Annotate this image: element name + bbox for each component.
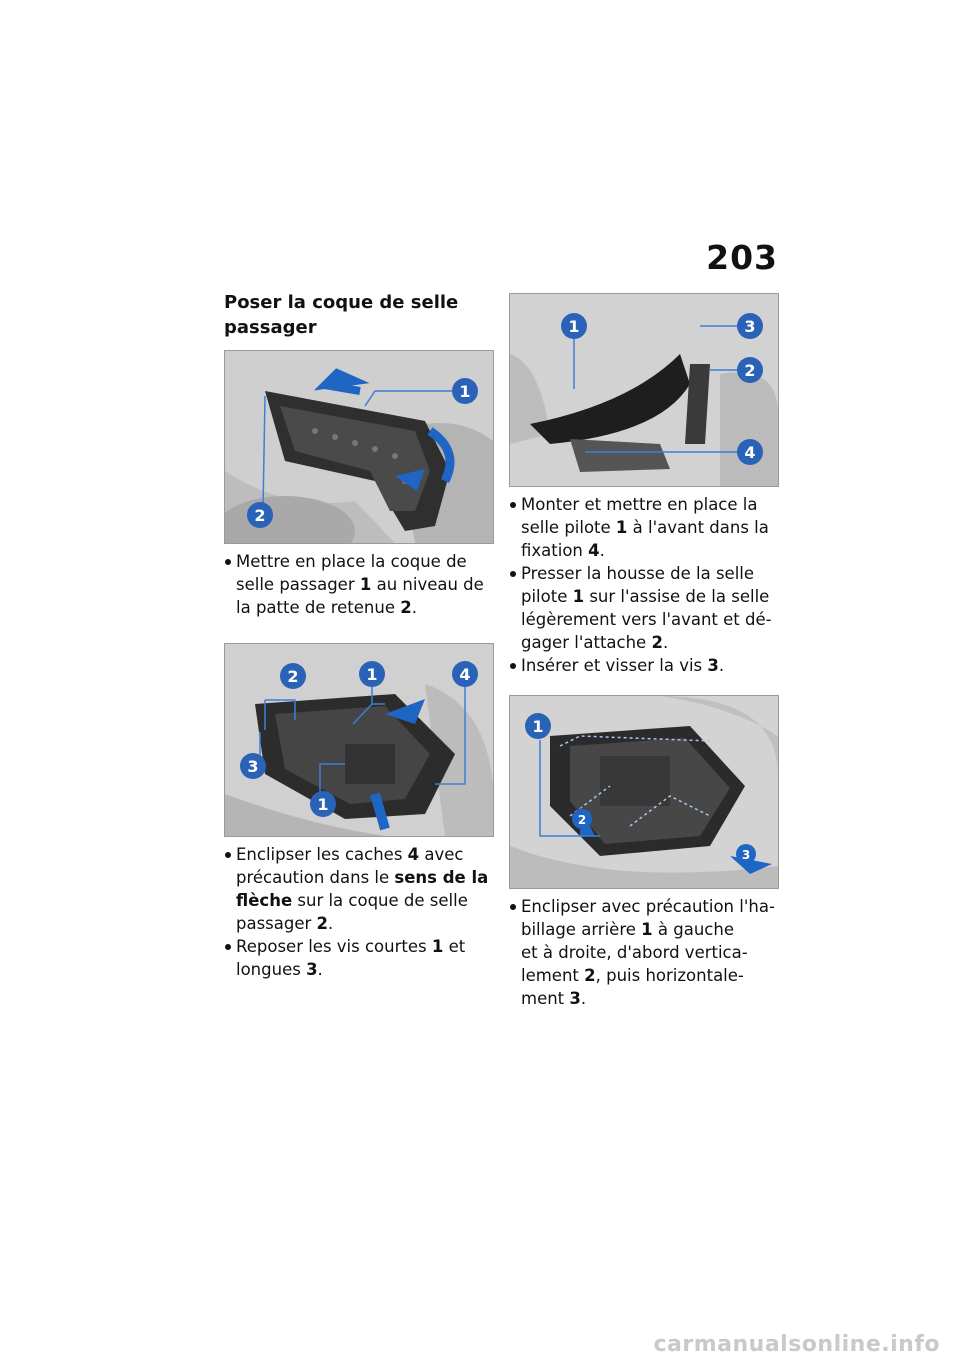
callout-2: 2 [287, 667, 299, 686]
steps-list-4 [509, 895, 781, 1010]
step-item: Monter et mettre en place la selle pilote 1 à l'avant dans la fixation 4. [509, 493, 781, 562]
section-title-line2: passager [224, 317, 317, 338]
callout-1: 1 [568, 317, 580, 336]
steps-list-3 [509, 493, 781, 677]
callout-1b: 1 [317, 795, 329, 814]
callout-1: 1 [366, 665, 378, 684]
step-item: Enclipser les caches 4 avec précaution dans le sens de la flèche sur la coque de selle passager 2. [224, 843, 496, 935]
step-item: Insérer et visser la vis 3. [509, 654, 781, 677]
step-item: Reposer les vis courtes 1 et longues 3. [224, 935, 496, 981]
figure-caches-screws [224, 643, 494, 837]
page-number: 203 [706, 238, 778, 277]
callout-2: 2 [577, 813, 587, 827]
figure-rear-trim [509, 695, 779, 889]
figure-rider-seat [509, 293, 779, 487]
section-title-line1: Poser la coque de selle [224, 292, 459, 313]
callout-3: 3 [247, 757, 259, 776]
callout-4: 4 [459, 665, 471, 684]
callout-3: 3 [741, 848, 751, 862]
callout-4: 4 [744, 443, 756, 462]
right-column [509, 293, 781, 1010]
watermark: carmanualsonline.info [653, 1332, 940, 1357]
left-column [224, 290, 496, 981]
step-item: Mettre en place la coque de selle passager 1 au niveau de la patte de retenue 2. [224, 550, 496, 619]
step-item: Presser la housse de la selle pilote 1 sur l'assise de la selle légèrement vers l'avant et dé- gager l'attache 2. [509, 562, 781, 654]
callout-1: 1 [532, 717, 544, 736]
figure-passenger-seat-shell [224, 350, 494, 544]
step-item: Enclipser avec précaution l'ha- billage arrière 1 à gauche et à droite, d'abord vertica- lement 2, puis horizontale- ment 3. [509, 895, 781, 1010]
callout-2: 2 [744, 361, 756, 380]
section-title [224, 290, 496, 340]
callout-2: 2 [254, 506, 266, 525]
steps-list-2 [224, 843, 496, 981]
callout-1: 1 [459, 382, 471, 401]
callout-3: 3 [744, 317, 756, 336]
steps-list-1 [224, 550, 496, 619]
